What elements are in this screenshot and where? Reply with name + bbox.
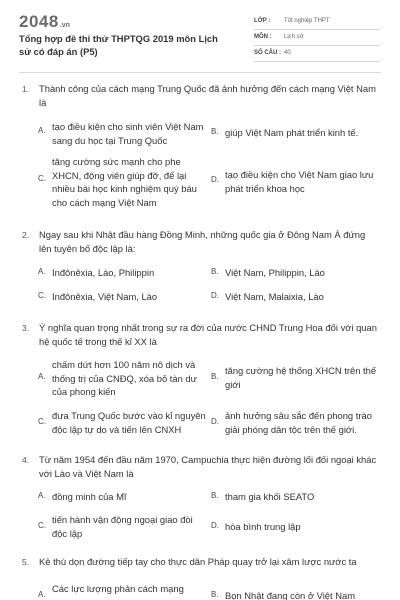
meta-row-subject [254,32,380,46]
meta-row-count [254,48,380,62]
option-text: Inđônêxia, Lào, Philippin [52,267,155,278]
option-letter: C. [38,417,46,426]
question-number: 4. [22,455,30,465]
option-text: tăng cường sức mạnh cho phe XHCN, động viên giúp đỡ, để lại nhiều bài học kinh nghiệm quý báu cho cách mạng Việt Nam [52,156,197,208]
option-letter: D. [211,417,219,426]
option-letter: C. [38,291,46,300]
option-letter: D. [211,175,219,184]
option-text: đồng minh của Mĩ [52,491,127,502]
option-text: tham gia khối SEATO [225,491,315,502]
question-text: Kẻ thù dọn đường tiếp tay cho thực dân Pháp quay trở lại xâm lược nước ta [39,556,357,567]
option-text: Việt Nam, Malaixia, Lào [225,291,324,302]
question-number: 2. [22,230,30,240]
option-letter: A. [38,126,46,135]
option-letter: B. [211,491,219,500]
option-text: Việt Nam, Philippin, Lào [225,267,325,278]
option-text: giúp Việt Nam phát triển kinh tế. [225,127,359,138]
meta-box [254,16,380,64]
option-text: tăng cường hệ thống XHCN trên thế giới [225,365,377,390]
option-text: tạo điều kiện cho Việt Nam giao lưu phát triển khoa học [225,169,374,194]
option-letter: D. [211,521,219,530]
meta-label: MÔN : [254,34,272,40]
option-letter: B. [211,372,219,381]
option-letter: B. [211,127,219,136]
question-text: Ngay sau khi Nhật đầu hàng Đồng Minh, những quốc gia ở Đông Nam Á đứng lên tuyên bố độc lập là: [39,229,366,254]
brand-main: 2048 [19,12,59,31]
meta-value: Tốt nghiệp THPT [284,18,330,24]
question-number: 1. [22,84,30,94]
meta-value: Lịch sử [284,34,304,40]
option-text: Inđônêxia, Việt Nam, Lào [52,291,158,302]
document-title: Tổng hợp đề thi thử THPTQG 2019 môn Lịch sử có đáp án (P5) [19,33,218,57]
meta-label: LỚP : [254,18,271,24]
option-text: tiến hành vận động ngoại giao đòi độc lập [52,514,193,539]
option-letter: C. [38,174,46,183]
header-divider [19,72,381,73]
option-text: hòa bình trung lập [225,521,301,532]
option-text: chấm dứt hơn 100 năm nô dịch và thống trị của CNĐQ, xóa bỏ tàn dư của phong kiến [52,359,197,397]
question-number: 3. [22,323,30,333]
option-letter: A. [38,491,46,500]
option-letter: D. [211,291,219,300]
option-letter: A. [38,372,46,381]
meta-label: SỐ CÂU : [254,50,281,56]
question-text: Ý nghĩa quan trọng nhất trong sự ra đời của nước CHND Trung Hoa đối với quan hệ quốc tế trong thế kỉ XX là [39,322,377,347]
document-header [0,0,400,66]
meta-value: 40 [284,50,291,56]
option-text: ảnh hưởng sâu sắc đến phong trào giải phóng dân tộc trên thế giới. [225,410,372,435]
option-letter: B. [211,590,219,599]
option-text: đưa Trung Quốc bước vào kỉ nguyên độc lập tự do và tiến lên CNXH [52,410,206,435]
brand-logo[interactable] [19,12,70,32]
option-text: tạo điều kiện cho sinh viên Việt Nam sang du học tại Trung Quốc [52,121,204,146]
question-text: Từ năm 1954 đến đầu năm 1970, Campuchia thực hiện đường lối đối ngoại khác với Lào và Việt Nam là [39,454,377,479]
question-number: 5. [22,557,30,567]
option-text: Bọn Nhật đang còn ở Việt Nam [225,590,356,600]
option-letter: A. [38,590,46,599]
option-letter: A. [38,267,46,276]
option-text: Các lực lượng phản cách mạng [52,583,184,594]
question-text: Thành công của cách mạng Trung Quốc đã ảnh hưởng đến cách mạng Việt Nam là [39,83,376,108]
meta-row-class [254,16,380,30]
option-letter: B. [211,267,219,276]
brand-suffix: .vn [59,22,70,29]
option-letter: C. [38,521,46,530]
